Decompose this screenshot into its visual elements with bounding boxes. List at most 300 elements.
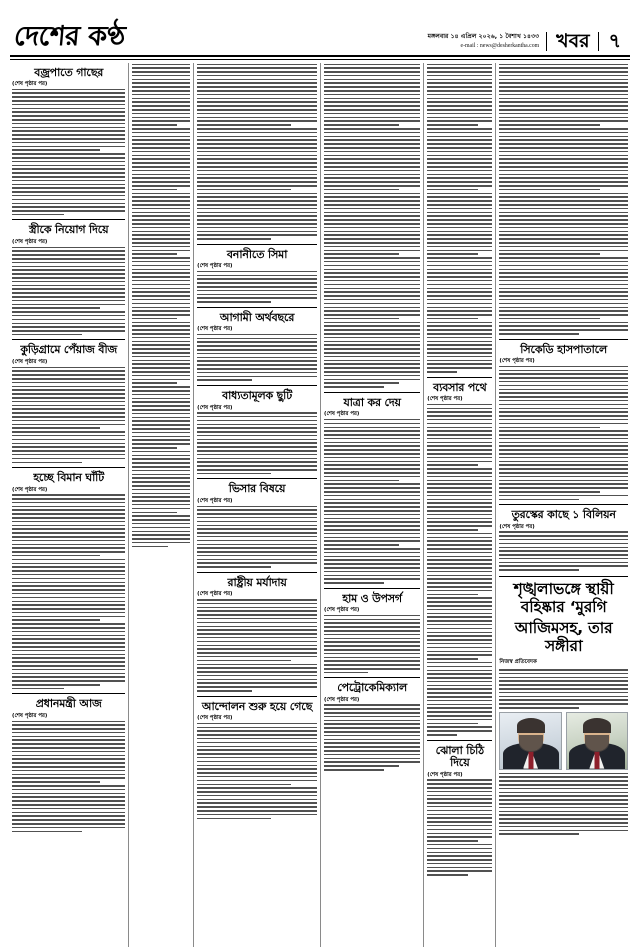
text-line [12, 420, 125, 422]
text-line [197, 473, 271, 475]
text-line [324, 716, 420, 718]
text-line [12, 269, 125, 271]
text-line [12, 777, 125, 779]
text-line [12, 619, 100, 621]
text-line [427, 613, 492, 615]
text-line [132, 474, 190, 476]
text-line [197, 174, 317, 176]
article-headline: বজ্রপাতে গাছের [34, 65, 104, 79]
text-line [132, 272, 190, 274]
article-divider [499, 339, 628, 340]
text-line [324, 382, 399, 384]
text-line [132, 158, 190, 160]
text-line [324, 638, 420, 640]
text-line [427, 101, 492, 103]
text-line [197, 768, 317, 770]
text-line [12, 585, 125, 587]
lead-story-intro-body [499, 669, 628, 709]
text-line [12, 751, 125, 753]
lead-story-headline-line1: শৃঙ্খলাভঙ্গে স্থায়ী বহিষ্কার ‘মুরগি [513, 579, 614, 616]
text-line [132, 500, 190, 502]
text-line [427, 261, 492, 263]
text-line [197, 540, 317, 542]
article-body [197, 334, 317, 381]
text-line [12, 304, 125, 306]
article-divider [499, 504, 628, 505]
article-divider [197, 385, 317, 386]
text-line [324, 303, 420, 305]
text-line [324, 208, 420, 210]
text-line [499, 280, 628, 282]
text-line [427, 128, 492, 130]
article-body [12, 721, 125, 833]
text-line [197, 690, 252, 692]
text-line [324, 185, 420, 187]
text-line [132, 90, 190, 92]
text-line [12, 153, 125, 155]
text-line [197, 158, 317, 160]
text-line [12, 566, 125, 568]
text-line [324, 630, 420, 632]
text-line [132, 310, 190, 312]
text-line [132, 200, 190, 202]
text-line [12, 612, 125, 614]
jump-line: (শেষ পৃষ্ঠার পর) [12, 359, 48, 366]
text-line [427, 303, 492, 305]
text-line [324, 668, 420, 670]
text-line [427, 798, 492, 800]
text-line [197, 71, 317, 73]
text-line [427, 563, 492, 565]
text-line [324, 464, 420, 466]
text-line [12, 199, 125, 201]
text-line [132, 428, 190, 430]
text-line [324, 113, 420, 115]
text-line [324, 742, 420, 744]
text-line [132, 523, 190, 525]
text-line [499, 788, 628, 790]
text-line [427, 529, 478, 531]
text-line [499, 442, 628, 444]
text-line [324, 567, 420, 569]
text-line [197, 334, 317, 336]
text-line [499, 288, 628, 290]
text-line [132, 189, 177, 191]
text-line [132, 170, 190, 172]
jump-line: (শেষ পৃষ্ঠার পর) [499, 523, 535, 530]
text-line [499, 688, 628, 690]
text-line [324, 367, 420, 369]
text-line [427, 109, 492, 111]
text-line [197, 648, 317, 650]
text-line [324, 720, 420, 722]
article-divider [324, 677, 420, 678]
text-line [499, 784, 628, 786]
text-line [427, 284, 492, 286]
text-line [132, 177, 190, 179]
text-line [132, 455, 190, 457]
text-line [324, 540, 420, 542]
text-line [12, 187, 125, 189]
text-line [197, 238, 271, 240]
text-line [12, 570, 125, 572]
text-line [324, 582, 384, 584]
text-line [427, 704, 492, 706]
text-line [499, 284, 628, 286]
text-line [132, 382, 177, 384]
text-line [12, 427, 100, 429]
text-line [197, 818, 271, 820]
text-line [197, 82, 317, 84]
text-line [427, 234, 492, 236]
text-line [132, 120, 190, 122]
text-line [12, 796, 125, 798]
column-grid [8, 63, 632, 947]
text-line [132, 246, 190, 248]
text-line [197, 439, 317, 441]
text-line [499, 408, 628, 410]
text-line [197, 559, 317, 561]
text-line [197, 599, 317, 601]
text-line [427, 829, 492, 831]
text-line [12, 130, 125, 132]
text-line [324, 204, 420, 206]
text-line [197, 614, 317, 616]
text-line [132, 284, 190, 286]
article-divider [12, 219, 125, 220]
text-line [499, 257, 628, 259]
text-line [12, 393, 125, 395]
text-line [12, 498, 125, 500]
text-line [427, 624, 492, 626]
text-line [132, 113, 190, 115]
text-line [132, 288, 190, 290]
text-line [197, 734, 317, 736]
text-line [12, 92, 125, 94]
jump-line: (শেষ পৃষ্ঠার পর) [12, 239, 48, 246]
text-line [12, 665, 125, 667]
jump-line: (শেষ পৃষ্ঠার পর) [323, 411, 360, 418]
text-line [499, 136, 628, 138]
text-line [427, 86, 492, 88]
text-line [12, 288, 125, 290]
lead-story-headline-line2: আজিমসহ, তার সঙ্গীরা [514, 619, 613, 656]
text-line [197, 555, 317, 557]
text-line [427, 75, 492, 77]
column-3 [193, 63, 320, 947]
text-line [132, 481, 190, 483]
text-line [499, 385, 628, 387]
text-line [499, 396, 628, 398]
article-body [132, 64, 190, 548]
jump-line: (শেষ পৃষ্ঠার পর) [427, 396, 463, 403]
text-line [499, 79, 628, 81]
text-line [427, 177, 492, 179]
text-line [132, 231, 190, 233]
text-line [197, 234, 317, 236]
text-line [324, 82, 420, 84]
article-headline: যাত্রা কর দেয় [343, 395, 401, 409]
text-line [197, 633, 317, 635]
article-divider [197, 572, 317, 573]
text-line [427, 696, 492, 698]
text-line [427, 352, 492, 354]
article-divider [197, 244, 317, 245]
text-line [324, 200, 420, 202]
text-line [324, 94, 420, 96]
text-line [132, 166, 190, 168]
text-line [427, 430, 492, 432]
text-line [324, 476, 420, 478]
text-line [427, 514, 492, 516]
text-line [132, 98, 190, 100]
text-line [427, 518, 492, 520]
text-line [499, 117, 628, 119]
text-line [197, 341, 317, 343]
text-line [197, 652, 317, 654]
text-line [427, 472, 492, 474]
text-line [132, 67, 190, 69]
text-line [324, 155, 420, 157]
text-line [324, 250, 420, 252]
article-headline: স্ত্রীকে নিয়োগ দিয়ে [28, 223, 109, 237]
text-line [132, 261, 190, 263]
text-line [427, 427, 492, 429]
text-line [427, 280, 492, 282]
article-body [12, 89, 125, 216]
text-line [12, 157, 125, 159]
text-line [197, 94, 317, 96]
text-line [427, 193, 492, 195]
text-line [197, 738, 317, 740]
article-headline: প্রধানমন্ত্রী আজ [35, 697, 102, 711]
text-line [499, 449, 628, 451]
tie-shape [594, 751, 599, 769]
text-line [324, 461, 420, 463]
text-line [427, 196, 492, 198]
text-line [324, 136, 420, 138]
text-line [197, 671, 317, 673]
text-line [427, 707, 492, 709]
article-divider [12, 339, 125, 340]
text-line [197, 641, 317, 643]
article-body [12, 367, 125, 463]
text-line [324, 649, 420, 651]
text-line [197, 521, 317, 523]
text-line [197, 368, 317, 370]
article-headline: ভিসার বিষয়ে [228, 482, 286, 496]
text-line [324, 552, 420, 554]
text-line [324, 758, 420, 760]
text-line [324, 430, 420, 432]
text-line [197, 645, 317, 647]
jump-line: (শেষ পৃষ্ঠার পর) [499, 358, 535, 365]
text-line [132, 291, 190, 293]
text-line [499, 322, 628, 324]
text-line [499, 400, 628, 402]
text-line [197, 193, 317, 195]
text-line [324, 257, 420, 259]
text-line [197, 626, 317, 628]
text-line [324, 427, 420, 429]
text-line [197, 162, 317, 164]
text-line [324, 120, 420, 122]
text-line [499, 269, 628, 271]
text-line [12, 551, 125, 553]
text-line [12, 563, 125, 565]
text-line [499, 113, 628, 115]
jump-line: (শেষ পৃষ্ঠার পর) [323, 607, 360, 614]
text-line [427, 859, 492, 861]
text-line [499, 299, 628, 301]
article-headline: তুরস্কের কাছে ১ বিলিয়ন [511, 508, 616, 522]
text-line [197, 629, 317, 631]
text-line [324, 352, 420, 354]
text-line [427, 688, 492, 690]
text-line [427, 318, 478, 320]
text-line [132, 276, 190, 278]
text-line [197, 139, 317, 141]
text-line [324, 622, 420, 624]
text-line [427, 791, 492, 793]
text-line [499, 219, 628, 221]
text-line [427, 105, 492, 107]
text-line [324, 162, 420, 164]
text-line [132, 101, 190, 103]
text-line [427, 601, 492, 603]
text-line [427, 802, 492, 804]
text-line [427, 726, 492, 728]
text-line [132, 79, 190, 81]
text-line [499, 128, 628, 130]
text-line [324, 196, 420, 198]
text-line [324, 284, 420, 286]
text-line [499, 692, 628, 694]
text-line [324, 419, 420, 421]
text-line [197, 784, 291, 786]
text-line [324, 445, 420, 447]
text-line [427, 651, 492, 653]
hair-shape [517, 718, 545, 733]
text-line [324, 356, 420, 358]
article-divider [427, 377, 492, 378]
text-line [12, 315, 125, 317]
text-line [427, 533, 492, 535]
text-line [12, 100, 125, 102]
text-line [499, 464, 628, 466]
text-line [324, 86, 420, 88]
text-line [12, 724, 125, 726]
text-line [427, 90, 492, 92]
text-line [12, 111, 125, 113]
text-line [324, 124, 399, 126]
text-line [12, 684, 100, 686]
text-line [324, 731, 420, 733]
text-line [132, 333, 190, 335]
text-line [427, 322, 492, 324]
text-line [132, 174, 190, 176]
article-headline: রাষ্ট্রীয় মর্যাদায় [227, 575, 287, 589]
text-line [197, 155, 317, 157]
text-line [197, 787, 317, 789]
text-line [12, 168, 125, 170]
text-line [12, 378, 125, 380]
text-line [499, 291, 628, 293]
text-line [499, 109, 628, 111]
text-line [132, 405, 190, 407]
text-line [324, 672, 368, 674]
text-line [12, 138, 125, 140]
text-line [427, 840, 478, 842]
text-line [132, 314, 190, 316]
text-line [197, 749, 317, 751]
text-line [197, 372, 317, 374]
text-line [132, 139, 190, 141]
text-line [132, 398, 190, 400]
text-line [427, 333, 492, 335]
text-line [427, 597, 492, 599]
text-line [499, 314, 628, 316]
text-line [324, 79, 420, 81]
text-line [499, 90, 628, 92]
column-4 [320, 63, 423, 947]
text-line [427, 174, 492, 176]
text-line [324, 386, 384, 388]
text-line [427, 647, 492, 649]
text-line [427, 506, 492, 508]
text-line [197, 357, 317, 359]
text-line [427, 814, 492, 816]
text-line [197, 282, 317, 284]
text-line [324, 238, 420, 240]
text-line [197, 723, 317, 725]
text-line [499, 155, 628, 157]
text-line [197, 814, 317, 816]
text-line [132, 443, 190, 445]
text-line [324, 177, 420, 179]
text-line [132, 109, 190, 111]
text-line [12, 739, 125, 741]
text-line [324, 166, 420, 168]
text-line [427, 200, 492, 202]
text-line [499, 329, 628, 331]
text-line [12, 408, 125, 410]
text-line [427, 662, 492, 664]
text-line [427, 783, 492, 785]
text-line [197, 776, 317, 778]
text-line [197, 536, 317, 538]
text-line [197, 223, 317, 225]
text-line [427, 874, 467, 876]
text-line [427, 654, 492, 656]
text-line [197, 544, 317, 546]
text-line [427, 291, 492, 293]
text-line [499, 404, 628, 406]
text-line [12, 149, 100, 151]
text-line [132, 527, 190, 529]
text-line [499, 554, 628, 556]
text-line [197, 170, 317, 172]
text-line [499, 427, 599, 429]
text-line [197, 286, 317, 288]
text-line [324, 143, 420, 145]
text-line [12, 161, 125, 163]
text-line [132, 504, 190, 506]
text-line [427, 360, 492, 362]
text-line [197, 622, 317, 624]
text-line [132, 94, 190, 96]
text-line [427, 559, 492, 561]
